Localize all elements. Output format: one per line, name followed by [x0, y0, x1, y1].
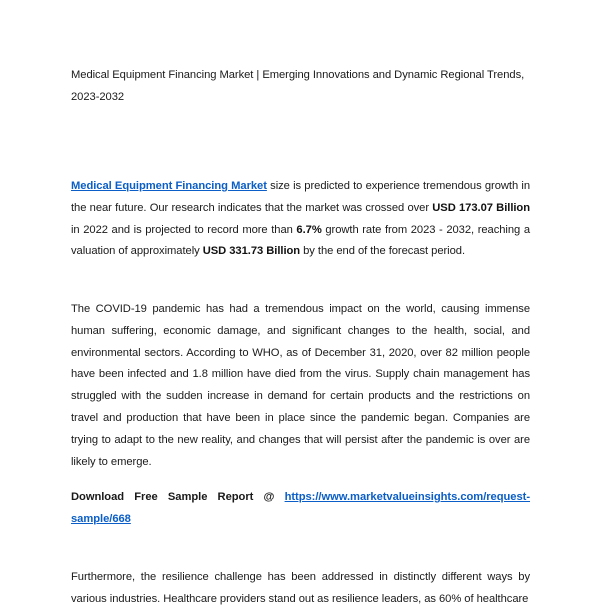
paragraph-text: size is predicted to experience tremendous growth in the near future. Our research indicates that the market was crossed over: [71, 180, 530, 214]
resilience-paragraph: Furthermore, the resilience challenge has been addressed in distinctly different ways by various industries. Healthcare providers stand out as resilience leaders, as 60% of healthcare: [71, 571, 530, 605]
sample-report-link[interactable]: https://www.marketvalueinsights.com/request-sample/668: [71, 491, 530, 525]
paragraph-text: growth rate from 2023 - 2032, reaching a valuation of approximately: [71, 223, 530, 258]
market-size-paragraph: [71, 176, 530, 263]
paragraph-text: in 2022 and is projected to record more than: [71, 223, 297, 236]
market-value-2022: USD 173.07 Billion: [432, 201, 530, 214]
growth-rate: 6.7%: [296, 223, 322, 236]
covid-impact-paragraph: The COVID-19 pandemic has had a tremendous impact on the world, causing immense human suffering, economic damage, and significant changes to the health, social, and environmental sectors. According to WHO, as of December 31, 2020, over 82 million people have been infected and 1.8 million have died from the virus. Supply chain management has struggled with the sudden increase in demand for certain products and the restrictions on travel and production that have been in place since the pandemic began. Companies are trying to adapt to the new reality, and changes that will persist after the pandemic is over are likely to emerge.: [71, 303, 530, 468]
download-sample-line: [71, 487, 530, 531]
paragraph-text: by the end of the forecast period.: [300, 245, 466, 258]
market-report-link[interactable]: Medical Equipment Financing Market: [71, 180, 267, 192]
download-label: Download Free Sample Report @: [71, 491, 285, 503]
market-value-2032: USD 331.73 Billion: [202, 245, 301, 258]
document-title: Medical Equipment Financing Market | Emerging Innovations and Dynamic Regional Trends, 2023-2032: [71, 69, 525, 103]
